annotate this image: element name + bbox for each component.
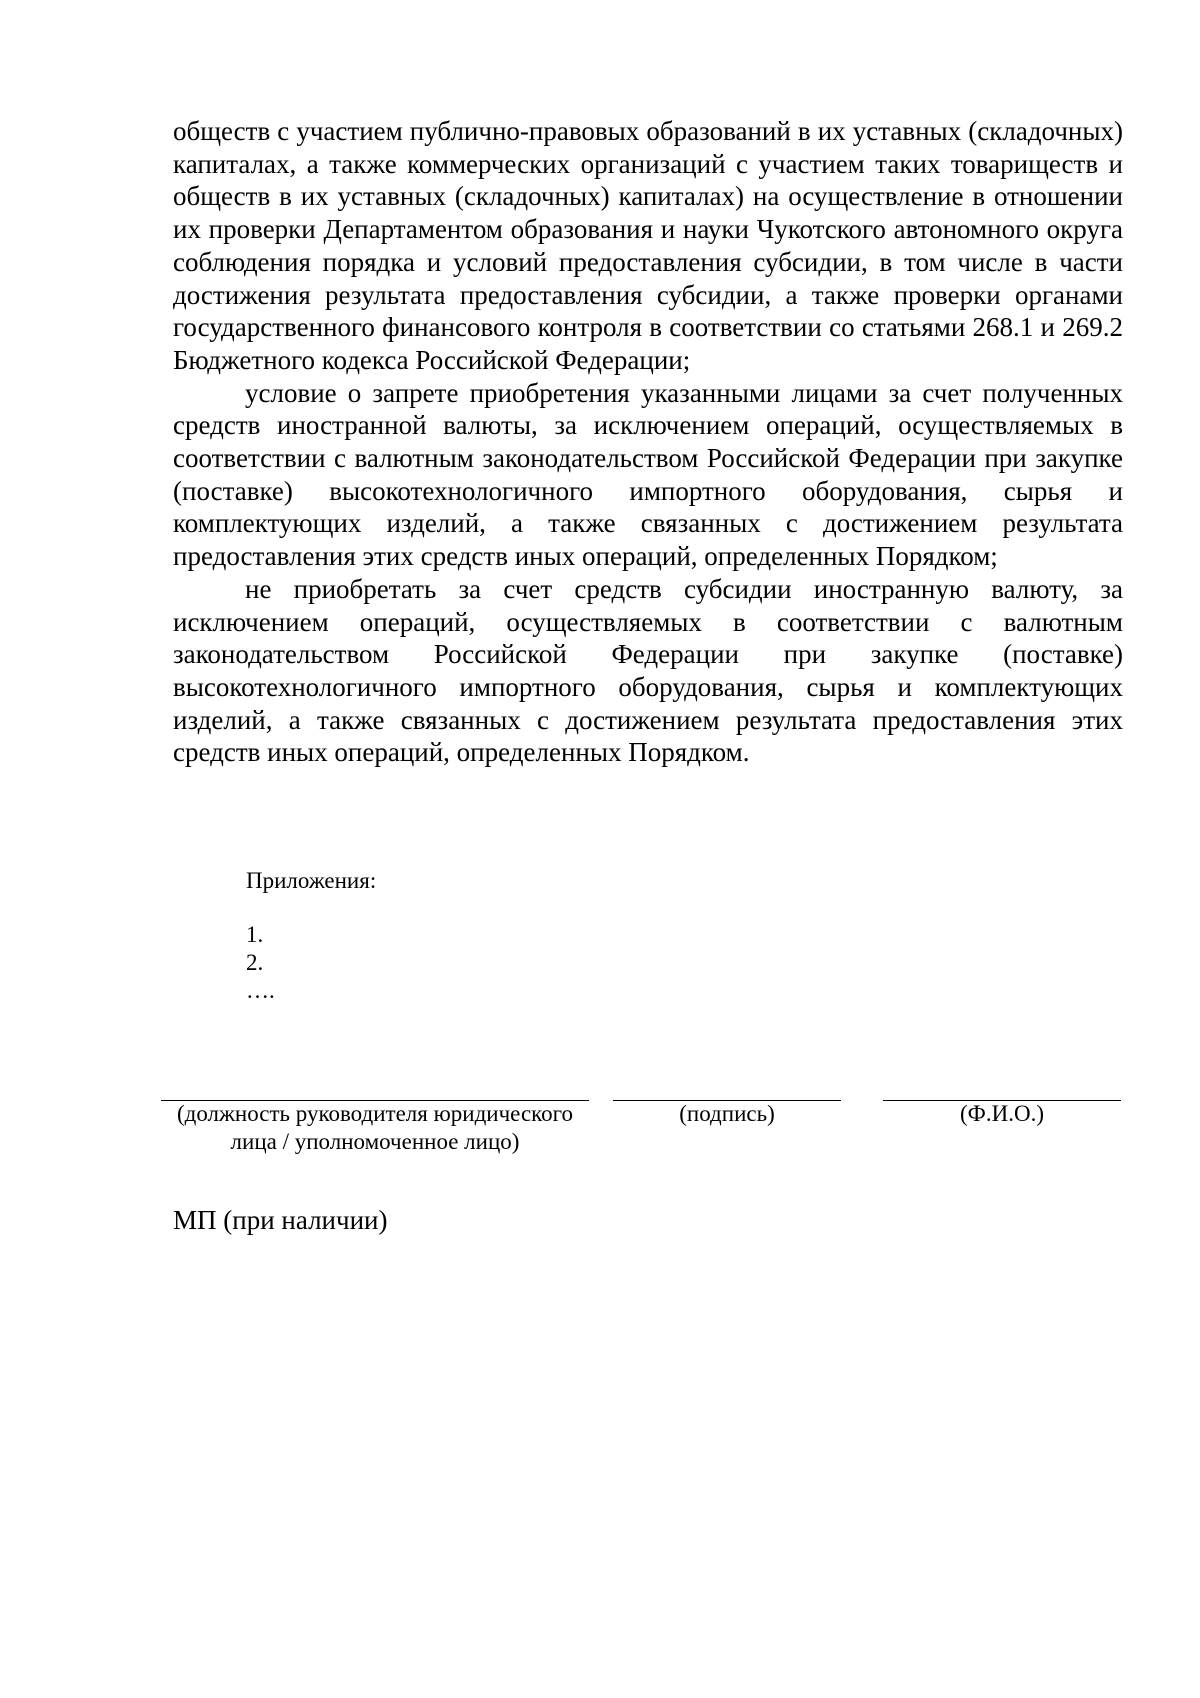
- stamp-placeholder: МП (при наличии): [173, 1205, 388, 1235]
- position-caption-line: лица / уполномоченное лицо): [230, 1129, 520, 1154]
- position-caption-line: (должность руководителя юридического: [176, 1101, 574, 1126]
- paragraph-currency-obligation: не приобретать за счет средств субсидии иностранную валюту, за исключением операций, осуществляемых в соответствии с валютным законодательством Российской Федерации при закупке (поставке) высокотехнологичного импортного оборудования, сырья и комплектующих изделий, а также связанных с достижением результата предоставления этих средств иных операций, определенных Порядком.: [173, 573, 1123, 768]
- attachment-item: ….: [246, 978, 275, 1003]
- attachments-label: Приложения:: [246, 868, 377, 893]
- signature-caption: (подпись): [679, 1101, 775, 1126]
- attachment-item: 2.: [246, 950, 264, 975]
- attachment-item: 1.: [246, 922, 264, 947]
- paragraph-currency-ban-condition: условие о запрете приобретения указанными лицами за счет полученных средств иностранной валюты, за исключением операций, осуществляемых в соответствии с валютным законодательством Российской Федерации при закупке (поставке) высокотехнологичного импортного оборудования, сырья и комплектующих изделий, а также связанных с достижением результата предоставления этих средств иных операций, определенных Порядком;: [173, 377, 1123, 572]
- paragraph-continuation: обществ с участием публично-правовых образований в их уставных (складочных) капиталах, а также коммерческих организаций с участием таких товариществ и обществ в их уставных (складочных) капиталах) на осуществление в отношении их проверки Департаментом образования и науки Чукотского автономного округа соблюдения порядка и условий предоставления субсидии, в том числе в части достижения результата предоставления субсидии, а также проверки органами государственного финансового контроля в соответствии со статьями 268.1 и 269.2 Бюджетного кодекса Российской Федерации;: [173, 116, 1123, 375]
- name-caption: (Ф.И.О.): [960, 1101, 1044, 1126]
- position-caption: [153, 1100, 597, 1156]
- document-body: [173, 115, 1123, 769]
- attachments-block: [246, 867, 376, 1005]
- attachments-list: [246, 921, 376, 1005]
